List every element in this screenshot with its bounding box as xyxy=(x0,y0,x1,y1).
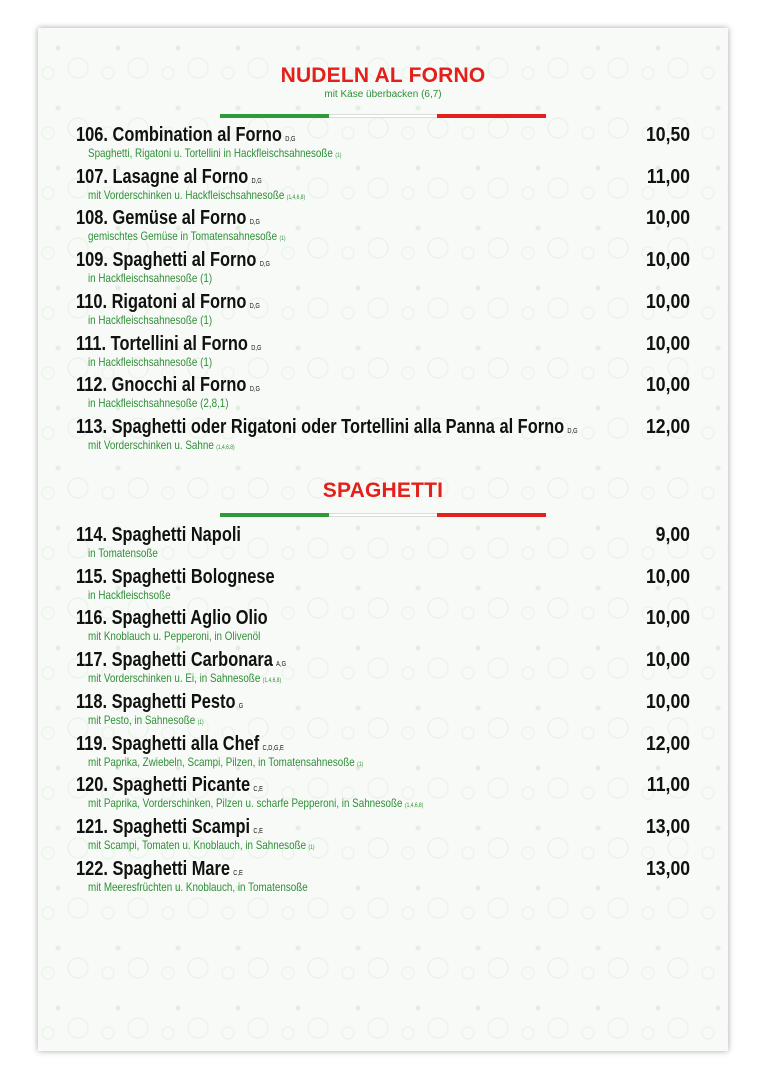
menu-item xyxy=(76,607,690,649)
allergen-codes: D,G xyxy=(249,219,260,227)
menu-page xyxy=(38,28,728,1051)
item-description xyxy=(88,271,212,285)
allergen-codes: C,D,G,E xyxy=(262,744,284,752)
item-price: 10,00 xyxy=(645,649,690,672)
item-description xyxy=(88,755,363,772)
item-price: 12,00 xyxy=(645,415,690,438)
allergen-codes: D,G xyxy=(567,427,578,435)
item-description-text: in Hackfleischsahnesoße (1) xyxy=(88,354,213,369)
item-price: 10,00 xyxy=(645,690,690,713)
item-name-text: 106. Combination al Forno xyxy=(76,124,282,146)
item-price: 10,00 xyxy=(645,374,690,397)
item-name-text: 115. Spaghetti Bolognese xyxy=(76,565,275,588)
menu-item xyxy=(76,166,690,208)
item-description-text: in Hackfleischsahnesoße (1) xyxy=(88,312,213,327)
item-description xyxy=(88,713,204,730)
item-name-text: 117. Spaghetti Carbonara xyxy=(76,649,273,672)
item-price: 13,00 xyxy=(645,857,690,880)
section-header-nudeln xyxy=(38,64,728,118)
item-name xyxy=(76,566,275,588)
additive-codes: (1) xyxy=(357,761,364,768)
item-price: 13,00 xyxy=(645,815,690,838)
menu-item xyxy=(76,816,690,858)
allergen-codes: D,G xyxy=(249,302,260,310)
italian-flag-divider xyxy=(220,114,546,118)
item-price: 10,00 xyxy=(645,565,690,588)
item-name-text: 120. Spaghetti Picante xyxy=(76,774,251,797)
item-name-text: 114. Spaghetti Napoli xyxy=(76,524,241,546)
item-description xyxy=(88,438,235,455)
allergen-codes: C,E xyxy=(233,869,243,877)
menu-item xyxy=(76,524,690,566)
item-description xyxy=(88,588,171,602)
menu-item xyxy=(76,207,690,249)
item-price: 9,00 xyxy=(655,524,690,546)
item-description-text: mit Scampi, Tomaten u. Knoblauch, in Sahnesoße xyxy=(88,837,307,852)
additive-codes: (1,4,6,8) xyxy=(286,194,306,201)
italian-flag-divider xyxy=(220,513,546,517)
additive-codes: (1) xyxy=(197,719,204,726)
allergen-codes: C,E xyxy=(253,827,263,835)
item-price: 12,00 xyxy=(645,732,690,755)
item-description xyxy=(88,355,212,369)
allergen-codes: D,G xyxy=(251,177,262,185)
menu-item xyxy=(76,374,690,416)
item-price: 10,00 xyxy=(645,290,690,313)
item-description-text: mit Vorderschinken u. Hackfleischsahnesoße xyxy=(88,187,285,202)
section-header-spaghetti xyxy=(38,479,728,517)
item-name-text: 111. Tortellini al Forno xyxy=(76,332,248,355)
item-description xyxy=(88,188,305,205)
item-name-text: 113. Spaghetti oder Rigatoni oder Tortellini alla Panna al Forno xyxy=(76,415,565,438)
item-price: 10,50 xyxy=(645,124,690,146)
item-price: 10,00 xyxy=(645,207,690,230)
menu-item xyxy=(76,691,690,733)
item-description-text: mit Pesto, in Sahnesoße xyxy=(88,712,196,727)
item-name-text: 110. Rigatoni al Forno xyxy=(76,290,247,313)
additive-codes: (1,4,6,8) xyxy=(216,444,235,451)
menu-item xyxy=(76,124,690,166)
additive-codes: (1) xyxy=(279,236,286,243)
item-description-text: Spaghetti, Rigatoni u. Tortellini in Hackfleischsahnesoße xyxy=(88,146,333,160)
item-description-text: in Tomatensoße xyxy=(88,546,158,560)
menu-item xyxy=(76,733,690,775)
item-description xyxy=(88,546,158,560)
item-description-text: mit Paprika, Vorderschinken, Pilzen u. scharfe Pepperoni, in Sahnesoße xyxy=(88,796,403,811)
menu-item xyxy=(76,291,690,333)
allergen-codes: C,E xyxy=(253,786,263,794)
section-title: SPAGHETTI xyxy=(322,479,444,502)
item-description-text: mit Knoblauch u. Pepperoni, in Olivenöl xyxy=(88,629,261,644)
item-description xyxy=(88,671,281,688)
menu-item xyxy=(76,333,690,375)
menu-item xyxy=(76,774,690,816)
item-price: 10,00 xyxy=(645,249,690,272)
item-description-text: mit Vorderschinken u. Sahne xyxy=(88,437,214,452)
item-name-text: 107. Lasagne al Forno xyxy=(76,165,249,188)
item-description-text: mit Paprika, Zwiebeln, Scampi, Pilzen, in Tomatensahnesoße xyxy=(88,754,355,769)
menu-item xyxy=(76,249,690,291)
menu-item xyxy=(76,858,690,900)
item-description xyxy=(88,880,308,894)
item-name-text: 116. Spaghetti Aglio Olio xyxy=(76,607,268,630)
menu-item xyxy=(76,649,690,691)
item-description xyxy=(88,629,260,643)
item-name-text: 109. Spaghetti al Forno xyxy=(76,249,257,272)
item-description xyxy=(88,396,229,410)
allergen-codes: D,G xyxy=(249,386,260,394)
allergen-codes: D,G xyxy=(251,344,262,352)
item-description-text: in Hackfleischsahnesoße (1) xyxy=(88,271,213,286)
menu-item xyxy=(76,566,690,608)
item-description xyxy=(88,796,423,813)
allergen-codes: G xyxy=(238,702,244,710)
additive-codes: (1,4,6,8) xyxy=(262,678,282,685)
item-description xyxy=(88,313,212,327)
additive-codes: (1,4,6,8) xyxy=(404,803,424,810)
item-name xyxy=(76,524,241,546)
item-name-text: 121. Spaghetti Scampi xyxy=(76,815,251,838)
section-subtitle: mit Käse überbacken (6,7) xyxy=(324,89,442,100)
item-description xyxy=(88,838,315,855)
item-price: 10,00 xyxy=(645,607,690,630)
item-price: 11,00 xyxy=(646,165,690,188)
item-name xyxy=(76,607,268,629)
additive-codes: (1) xyxy=(308,844,315,851)
item-name-text: 119. Spaghetti alla Chef xyxy=(76,732,260,755)
additive-codes: (1) xyxy=(335,153,342,159)
section-title: NUDELN AL FORNO xyxy=(280,64,486,87)
item-description-text: in Hackfleischsahnesoße (2,8,1) xyxy=(88,396,229,411)
item-description-text: mit Vorderschinken u. Ei, in Sahnesoße xyxy=(88,671,261,686)
item-description-text: in Hackfleischsoße xyxy=(88,587,171,602)
item-description-text: gemischtes Gemüse in Tomatensahnesoße xyxy=(88,229,278,244)
item-description-text: mit Meeresfrüchten u. Knoblauch, in Tomatensoße xyxy=(88,879,308,894)
allergen-codes: D,G xyxy=(285,136,296,143)
item-description xyxy=(88,146,341,163)
item-price: 10,00 xyxy=(645,332,690,355)
menu-item xyxy=(76,416,690,458)
allergen-codes: D,G xyxy=(259,261,270,269)
item-name-text: 122. Spaghetti Mare xyxy=(76,857,231,880)
item-description xyxy=(88,229,286,246)
item-name-text: 108. Gemüse al Forno xyxy=(76,207,247,230)
item-price: 11,00 xyxy=(646,774,690,797)
allergen-codes: A,G xyxy=(276,661,287,669)
item-name-text: 118. Spaghetti Pesto xyxy=(76,690,236,713)
item-name-text: 112. Gnocchi al Forno xyxy=(76,374,247,397)
